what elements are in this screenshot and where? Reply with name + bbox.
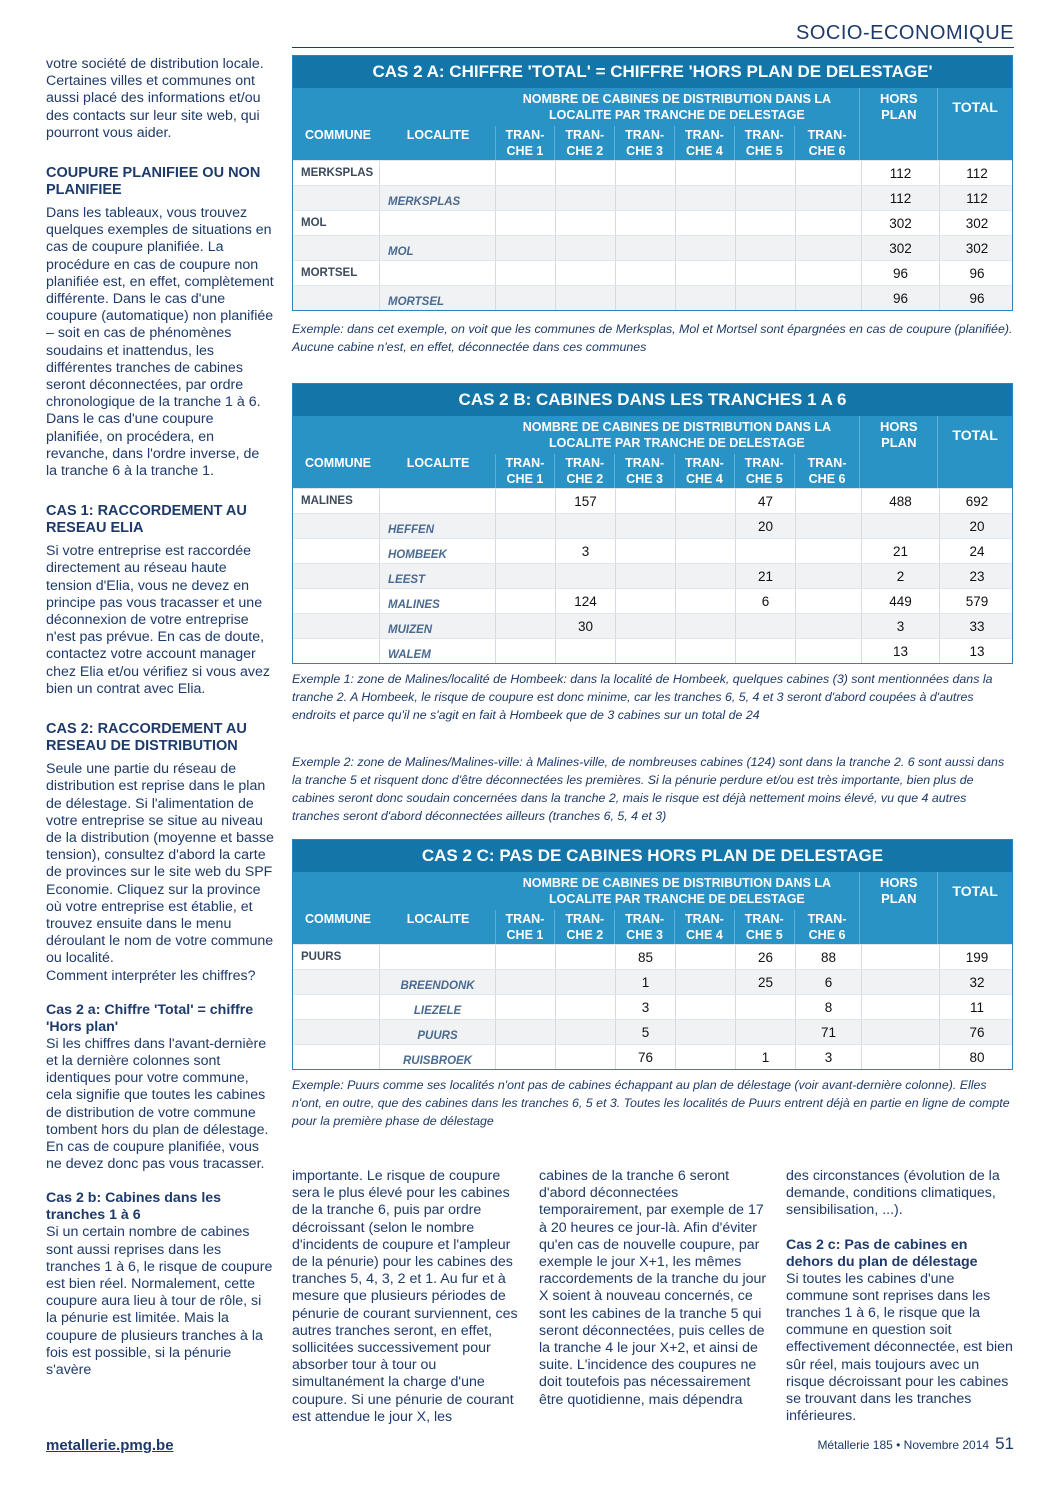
cell-hors-plan: 21 <box>861 539 939 563</box>
header-tranche-6: TRAN- CHE 6 <box>794 126 860 160</box>
cell-tranche-3 <box>615 539 675 563</box>
header-group-label: NOMBRE DE CABINES DE DISTRIBUTION DANS LA LOCALITE PAR TRANCHE DE DELESTAGE <box>522 420 832 450</box>
footer-issue <box>817 1434 1014 1454</box>
table-row <box>293 285 1012 310</box>
bottom-col2-text: cabines de la tranche 6 seront d'abord déconnectées temporairement, par exemple de 17 à 20 heures ce jour-là. Afin d'éviter qu'en cas de nouvelle coupure, par exemple le jour X+1, les mêmes raccordements de la tranche du jour X soient à nouveau concernés, ce sont les cabines de la tranche 5 qui seront déconnectées, puis celles de la tranche 4 le jour X+2, et ainsi de suite. L'incidence des coupures ne doit toutefois pas nécessairement être quotidienne, mais dépendra <box>539 1168 767 1408</box>
cell-tranche-4 <box>675 614 735 638</box>
cell-tranche-1 <box>495 539 555 563</box>
cell-commune <box>293 286 379 310</box>
paragraph-cas1: Si votre entreprise est raccordée directement au réseau haute tension d'Elia, vous ne devez en principe pas vous tracasser et une déconnexion de votre entreprise n'est pas prévue. En cas de doute, contactez votre account manager chez Elia et/ou vérifiez si vous avez bien un contrat avec Elia. <box>46 543 270 697</box>
header-commune: COMMUNE <box>305 456 371 470</box>
cell-tranche-2 <box>555 236 615 260</box>
caption-cas2b-ex1: Exemple 1: zone de Malines/localité de Hombeek: dans la localité de Hombeek, quelques cabines (3) sont mentionnées dans la tranche 2. A Hombeek, le risque de coupure est donc minime, car les tranches 6, 5, 4 et 3 seront d'abord coupées à d'autres endroits et parce qu'il ne s'agit en fait à Hombeek que de 3 cabines sur un total de 24 <box>292 672 993 722</box>
cell-commune <box>293 514 379 538</box>
cell-tranche-5 <box>735 236 795 260</box>
table-body <box>293 160 1012 310</box>
header-tranche-3: TRAN- CHE 3 <box>614 126 674 160</box>
cell-tranche-5 <box>735 211 795 235</box>
cell-tranche-2 <box>555 261 615 285</box>
cell-localite: MORTSEL <box>379 286 495 310</box>
table-row <box>293 185 1012 210</box>
table-row <box>293 1044 1012 1069</box>
cell-total: 20 <box>939 514 1014 538</box>
cell-tranche-1 <box>495 564 555 588</box>
cell-commune: PUURS <box>301 951 342 963</box>
table-title: CAS 2 C: PAS DE CABINES HORS PLAN DE DELESTAGE <box>293 840 1012 872</box>
header-tranche-2: TRAN- CHE 2 <box>554 126 614 160</box>
cell-total: 13 <box>939 639 1014 663</box>
cell-total: 579 <box>939 589 1014 613</box>
cell-localite: BREENDONK <box>379 970 495 994</box>
cell-localite: LIEZELE <box>379 995 495 1019</box>
cell-commune <box>293 564 379 588</box>
cell-tranche-6: 8 <box>795 995 861 1019</box>
cell-tranche-6 <box>795 564 861 588</box>
cell-tranche-5 <box>735 614 795 638</box>
cell-total: 24 <box>939 539 1014 563</box>
caption-cas2a: Exemple: dans cet exemple, on voit que les communes de Merksplas, Mol et Mortsel sont épargnées en cas de coupure (planifiée). Aucune cabine n'est, en effet, déconnectée dans ces communes <box>292 322 1013 354</box>
cell-commune <box>293 639 379 663</box>
cell-tranche-6 <box>795 639 861 663</box>
cell-hors-plan <box>861 945 939 969</box>
cell-tranche-6 <box>795 489 861 513</box>
cell-commune <box>293 589 379 613</box>
heading-coupure: COUPURE PLANIFIEE OU NON PLANIFIEE <box>46 165 261 199</box>
cell-tranche-2 <box>555 161 615 185</box>
cell-tranche-2: 157 <box>555 489 615 513</box>
cell-tranche-1 <box>495 286 555 310</box>
cell-total: 76 <box>939 1020 1014 1044</box>
cell-tranche-5: 26 <box>735 945 795 969</box>
cell-tranche-3 <box>615 489 675 513</box>
table-row <box>293 488 1012 513</box>
cell-localite: LEEST <box>379 564 495 588</box>
cell-tranche-2: 124 <box>555 589 615 613</box>
left-column <box>46 56 274 1379</box>
cell-hors-plan: 96 <box>861 261 939 285</box>
header-total: TOTAL <box>937 416 1012 454</box>
table-row <box>293 588 1012 613</box>
cell-tranche-1 <box>495 514 555 538</box>
bottom-col1-text: importante. Le risque de coupure sera le plus élevé pour les cabines de la tranche 6, puis par ordre décroissant (selon le nombre d'incidents de coupure et l'ampleur de la pénurie) pour les cabines des tranches 5, 4, 3, 2 et 1. Au fur et à mesure que plusieurs périodes de pénurie de courant surviennent, ces autres tranches seront, en effet, sollicitées successivement pour absorber tour à tour ou simultanément la charge d'une coupure. Si une pénurie de courant est attendue le jour X, les <box>292 1168 518 1425</box>
cell-localite: MALINES <box>379 589 495 613</box>
cell-tranche-1 <box>495 995 555 1019</box>
cell-hors-plan <box>861 970 939 994</box>
cell-tranche-4 <box>675 261 735 285</box>
cell-total: 32 <box>939 970 1014 994</box>
table-cas2-a <box>292 55 1013 311</box>
cell-hors-plan: 302 <box>861 236 939 260</box>
heading-cas2a: Cas 2 a: Chiffre 'Total' = chiffre 'Hors plan' <box>46 1001 254 1035</box>
cell-commune <box>293 236 379 260</box>
cell-total: 112 <box>939 161 1014 185</box>
cell-commune <box>293 970 379 994</box>
table-body <box>293 488 1012 663</box>
caption-cas2b-ex2: Exemple 2: zone de Malines/Malines-ville: à Malines-ville, de nombreuses cabines (124) sont dans la tranche 2. 6 sont aussi dans la tranche 5 et risquent donc d'être déconnectées les premières. Si la pénurie perdure et/ou est très importante, bien plus de cabines seront donc soudain concernées dans la tranche 2, mais le risque est déjà nettement moins élevé, vu que 4 autres tranches seront d'abord déconnectées ailleurs (tranches 6, 5, 4 et 3) <box>292 755 1005 823</box>
header-total: TOTAL <box>937 872 1012 910</box>
cell-tranche-5: 21 <box>735 564 795 588</box>
cell-localite: MOL <box>379 236 495 260</box>
header-hors-plan: HORS PLAN <box>859 416 937 454</box>
header-tranche-4: TRAN- CHE 4 <box>674 126 734 160</box>
cell-tranche-4 <box>675 286 735 310</box>
table-body <box>293 944 1012 1069</box>
table-row <box>293 969 1012 994</box>
cell-tranche-1 <box>495 1045 555 1069</box>
cell-tranche-3 <box>615 261 675 285</box>
header-total: TOTAL <box>937 88 1012 126</box>
cell-tranche-2 <box>555 564 615 588</box>
footer-issue-text: Métallerie 185 • Novembre 2014 <box>817 1438 990 1452</box>
cell-tranche-1 <box>495 639 555 663</box>
cell-total: 96 <box>939 261 1014 285</box>
cell-hors-plan: 449 <box>861 589 939 613</box>
cell-hors-plan: 13 <box>861 639 939 663</box>
cell-tranche-4 <box>675 514 735 538</box>
cell-localite <box>379 211 495 235</box>
cell-tranche-4 <box>675 564 735 588</box>
cell-tranche-1 <box>495 589 555 613</box>
cell-localite: HEFFEN <box>379 514 495 538</box>
header-tranche-1: TRAN- CHE 1 <box>495 126 555 160</box>
cell-tranche-4 <box>675 639 735 663</box>
cell-total: 80 <box>939 1045 1014 1069</box>
table-row <box>293 944 1012 969</box>
cell-tranche-3 <box>615 186 675 210</box>
cell-tranche-2 <box>555 514 615 538</box>
cell-tranche-3 <box>615 639 675 663</box>
cell-tranche-5: 1 <box>735 1045 795 1069</box>
cell-tranche-4 <box>675 589 735 613</box>
cell-commune <box>293 186 379 210</box>
cell-localite <box>379 489 495 513</box>
paragraph-cas2: Seule une partie du réseau de distribution est reprise dans le plan de délestage. Si l'alimentation de votre entreprise se situe au niveau de la distribution (moyenne et basse tension), consultez d'abord la carte de provinces sur le site web du SPF Economie. Cliquez sur la province où votre entreprise est établie, et trouvez ensuite dans le menu déroulant le nom de votre commune ou localité. <box>46 761 274 967</box>
cell-commune <box>293 1020 379 1044</box>
caption-cas2c: Exemple: Puurs comme ses localités n'ont pas de cabines échappant au plan de délestage (voir avant-dernière colonne). Elles n'ont, en outre, que des cabines dans les tranches 6, 5 et 3. Toutes les localités de Puurs entrent déjà en partie en ligne de compte pour la première phase de délestage <box>292 1078 1010 1128</box>
table-row <box>293 235 1012 260</box>
table-header <box>293 416 1012 488</box>
cell-tranche-2 <box>555 1045 615 1069</box>
cell-localite: RUISBROEK <box>379 1045 495 1069</box>
paragraph-coupure: Dans les tableaux, vous trouvez quelques exemples de situations en cas de coupure planifiée. La procédure en cas de coupure non planifiée est, en effet, complètement différente. Dans le cas d'une coupure (automatique) non planifiée – soit en cas de phénomènes soudains et inattendus, les différentes tranches de cabines seront déconnectées, par ordre chronologique de la tranche 1 à 6. Dans le cas d'une coupure planifiée, on procédera, en revanche, dans l'ordre inverse, de la tranche 6 à la tranche 1. <box>46 205 274 480</box>
cell-localite: MUIZEN <box>379 614 495 638</box>
cell-total: 199 <box>939 945 1014 969</box>
cell-tranche-1 <box>495 261 555 285</box>
cell-tranche-4 <box>675 161 735 185</box>
paragraph-cas2a: Si les chiffres dans l'avant-dernière et la dernière colonnes sont identiques pour votre commune, cela signifie que toutes les cabines de distribution de votre commune tombent hors du plan de délestage. En cas de coupure planifiée, vous ne devez donc pas vous tracasser. <box>46 1035 269 1173</box>
cell-tranche-5: 47 <box>735 489 795 513</box>
cell-commune <box>293 539 379 563</box>
header-tranche-5: TRAN- CHE 5 <box>734 910 794 944</box>
cell-total: 112 <box>939 186 1014 210</box>
cell-tranche-3: 1 <box>615 970 675 994</box>
cell-tranche-6 <box>795 589 861 613</box>
cell-tranche-6 <box>795 539 861 563</box>
cell-tranche-4 <box>675 186 735 210</box>
cell-tranche-4 <box>675 539 735 563</box>
cell-total: 302 <box>939 211 1014 235</box>
cell-tranche-3: 85 <box>615 945 675 969</box>
cell-localite: WALEM <box>379 639 495 663</box>
cell-tranche-3 <box>615 514 675 538</box>
cell-commune: MALINES <box>301 495 353 507</box>
table-row <box>293 160 1012 185</box>
paragraph-cas2b: Si un certain nombre de cabines sont aussi reprises dans les tranches 1 à 6, le risque de coupure est bien réel. Normalement, cette coupure aura lieu à tour de rôle, si la pénurie est limitée. Mais la coupure de plusieurs tranches à la fois est possible, si la pénurie s'avère <box>46 1224 273 1378</box>
cell-tranche-5 <box>735 261 795 285</box>
cell-hors-plan: 112 <box>861 161 939 185</box>
cell-tranche-2 <box>555 211 615 235</box>
cell-tranche-4 <box>675 236 735 260</box>
bottom-col3-text-a: des circonstances (évolution de la demande, conditions climatiques, sensibilisation, ...). <box>786 1168 1000 1219</box>
cell-commune: MERKSPLAS <box>301 167 374 179</box>
cell-localite <box>379 945 495 969</box>
cell-tranche-6 <box>795 236 861 260</box>
table-row <box>293 260 1012 285</box>
cell-tranche-5 <box>735 186 795 210</box>
cell-tranche-5 <box>735 161 795 185</box>
header-group-label: NOMBRE DE CABINES DE DISTRIBUTION DANS LA LOCALITE PAR TRANCHE DE DELESTAGE <box>522 876 832 906</box>
table-row <box>293 563 1012 588</box>
cell-tranche-6 <box>795 186 861 210</box>
cell-tranche-1 <box>495 186 555 210</box>
cell-tranche-6: 88 <box>795 945 861 969</box>
heading-cas2b: Cas 2 b: Cabines dans les tranches 1 à 6 <box>46 1190 222 1224</box>
cell-tranche-3 <box>615 211 675 235</box>
cell-tranche-5: 20 <box>735 514 795 538</box>
cell-tranche-3 <box>615 161 675 185</box>
bottom-column-1 <box>292 1168 520 1426</box>
cell-tranche-4 <box>675 970 735 994</box>
table-row <box>293 638 1012 663</box>
cell-localite: PUURS <box>379 1020 495 1044</box>
cell-tranche-4 <box>675 1045 735 1069</box>
cell-tranche-5: 6 <box>735 589 795 613</box>
cell-tranche-2 <box>555 995 615 1019</box>
header-group-label: NOMBRE DE CABINES DE DISTRIBUTION DANS LA LOCALITE PAR TRANCHE DE DELESTAGE <box>522 92 832 122</box>
cell-tranche-2 <box>555 286 615 310</box>
cell-tranche-1 <box>495 1020 555 1044</box>
header-localite: LOCALITE <box>406 456 470 470</box>
table-row <box>293 1019 1012 1044</box>
cell-tranche-4 <box>675 489 735 513</box>
cell-tranche-5 <box>735 639 795 663</box>
cell-tranche-6: 6 <box>795 970 861 994</box>
cell-hors-plan <box>861 1020 939 1044</box>
cell-tranche-6 <box>795 261 861 285</box>
table-row <box>293 994 1012 1019</box>
cell-hors-plan: 2 <box>861 564 939 588</box>
cell-tranche-1 <box>495 161 555 185</box>
bottom-column-3 <box>786 1168 1014 1425</box>
header-commune: COMMUNE <box>305 912 371 926</box>
cell-tranche-3 <box>615 564 675 588</box>
header-tranche-2: TRAN- CHE 2 <box>554 910 614 944</box>
cell-tranche-5 <box>735 1020 795 1044</box>
cell-hors-plan: 302 <box>861 211 939 235</box>
cell-tranche-4 <box>675 995 735 1019</box>
cell-tranche-2 <box>555 186 615 210</box>
cell-total: 302 <box>939 236 1014 260</box>
cell-hors-plan <box>861 514 939 538</box>
cell-tranche-3 <box>615 236 675 260</box>
cell-tranche-3: 3 <box>615 995 675 1019</box>
header-tranche-1: TRAN- CHE 1 <box>495 910 555 944</box>
section-tag: SOCIO-ECONOMIQUE <box>795 22 1014 44</box>
cell-tranche-6 <box>795 514 861 538</box>
heading-cas2c: Cas 2 c: Pas de cabines en dehors du plan de délestage <box>786 1236 978 1270</box>
table-title: CAS 2 B: CABINES DANS LES TRANCHES 1 A 6 <box>293 384 1012 416</box>
cell-tranche-6 <box>795 286 861 310</box>
cell-tranche-2 <box>555 639 615 663</box>
table-header <box>293 88 1012 160</box>
table-row <box>293 513 1012 538</box>
intro-paragraph: votre société de distribution locale. Certaines villes et communes ont aussi placé des informations et/ou des contacts sur leur site web, qui pourront vous aider. <box>46 56 264 141</box>
cell-hors-plan: 488 <box>861 489 939 513</box>
cell-total: 11 <box>939 995 1014 1019</box>
cell-hors-plan: 96 <box>861 286 939 310</box>
footer-site-link[interactable]: metallerie.pmg.be <box>46 1437 174 1454</box>
table-cas2-c <box>292 839 1013 1070</box>
cell-tranche-1 <box>495 970 555 994</box>
header-tranche-1: TRAN- CHE 1 <box>495 454 555 488</box>
header-localite: LOCALITE <box>406 912 470 926</box>
header-hors-plan: HORS PLAN <box>859 88 937 126</box>
table-row <box>293 210 1012 235</box>
heading-cas2: CAS 2: RACCORDEMENT AU RESEAU DE DISTRIBUTION <box>46 721 247 755</box>
heading-cas1: CAS 1: RACCORDEMENT AU RESEAU ELIA <box>46 503 247 537</box>
cell-total: 96 <box>939 286 1014 310</box>
cell-hors-plan <box>861 1045 939 1069</box>
cell-commune: MORTSEL <box>301 267 358 279</box>
cell-localite <box>379 161 495 185</box>
cell-tranche-6: 71 <box>795 1020 861 1044</box>
cell-tranche-6 <box>795 161 861 185</box>
bottom-column-2 <box>539 1168 767 1409</box>
cell-tranche-2: 3 <box>555 539 615 563</box>
table-row <box>293 538 1012 563</box>
cell-localite: HOMBEEK <box>379 539 495 563</box>
cell-tranche-4 <box>675 211 735 235</box>
cell-tranche-1 <box>495 211 555 235</box>
cell-tranche-2 <box>555 945 615 969</box>
header-localite: LOCALITE <box>406 128 470 142</box>
header-tranche-4: TRAN- CHE 4 <box>674 454 734 488</box>
cell-tranche-1 <box>495 614 555 638</box>
header-tranche-2: TRAN- CHE 2 <box>554 454 614 488</box>
header-tranche-3: TRAN- CHE 3 <box>614 454 674 488</box>
cell-tranche-4 <box>675 945 735 969</box>
cell-hors-plan: 3 <box>861 614 939 638</box>
cell-localite: MERKSPLAS <box>379 186 495 210</box>
table-cas2-b <box>292 383 1013 664</box>
cell-tranche-3 <box>615 614 675 638</box>
cell-tranche-1 <box>495 945 555 969</box>
cell-commune: MOL <box>301 217 327 229</box>
table-title: CAS 2 A: CHIFFRE 'TOTAL' = CHIFFRE 'HORS PLAN DE DELESTAGE' <box>293 56 1012 88</box>
cell-tranche-6 <box>795 211 861 235</box>
bottom-col3-text-b: Si toutes les cabines d'une commune sont reprises dans les tranches 1 à 6, le risque que la commune en question soit effectivement déconnectée, est bien sûr réel, mais toujours avec un risque décroissant pour les cabines se trouvant dans les tranches inférieures. <box>786 1270 1013 1425</box>
cell-tranche-1 <box>495 489 555 513</box>
cell-tranche-2 <box>555 970 615 994</box>
cell-total: 692 <box>939 489 1014 513</box>
header-tranche-5: TRAN- CHE 5 <box>734 454 794 488</box>
header-tranche-4: TRAN- CHE 4 <box>674 910 734 944</box>
table-header <box>293 872 1012 944</box>
cell-hors-plan: 112 <box>861 186 939 210</box>
section-rule <box>292 47 1014 48</box>
cell-commune <box>293 995 379 1019</box>
paragraph-cas2-question: Comment interpréter les chiffres? <box>46 967 256 984</box>
header-tranche-3: TRAN- CHE 3 <box>614 910 674 944</box>
cell-tranche-5: 25 <box>735 970 795 994</box>
cell-tranche-3 <box>615 589 675 613</box>
header-tranche-6: TRAN- CHE 6 <box>794 910 860 944</box>
cell-tranche-4 <box>675 1020 735 1044</box>
cell-tranche-3 <box>615 286 675 310</box>
cell-tranche-5 <box>735 995 795 1019</box>
cell-tranche-1 <box>495 236 555 260</box>
cell-tranche-6: 3 <box>795 1045 861 1069</box>
cell-total: 23 <box>939 564 1014 588</box>
header-hors-plan: HORS PLAN <box>859 872 937 910</box>
cell-tranche-6 <box>795 614 861 638</box>
cell-tranche-5 <box>735 286 795 310</box>
cell-tranche-3: 76 <box>615 1045 675 1069</box>
cell-tranche-3: 5 <box>615 1020 675 1044</box>
cell-hors-plan <box>861 995 939 1019</box>
header-commune: COMMUNE <box>305 128 371 142</box>
cell-commune <box>293 614 379 638</box>
header-tranche-5: TRAN- CHE 5 <box>734 126 794 160</box>
page-number: 51 <box>995 1434 1014 1453</box>
cell-tranche-2: 30 <box>555 614 615 638</box>
cell-tranche-2 <box>555 1020 615 1044</box>
cell-commune <box>293 1045 379 1069</box>
header-tranche-6: TRAN- CHE 6 <box>794 454 860 488</box>
table-row <box>293 613 1012 638</box>
cell-tranche-5 <box>735 539 795 563</box>
cell-localite <box>379 261 495 285</box>
cell-total: 33 <box>939 614 1014 638</box>
